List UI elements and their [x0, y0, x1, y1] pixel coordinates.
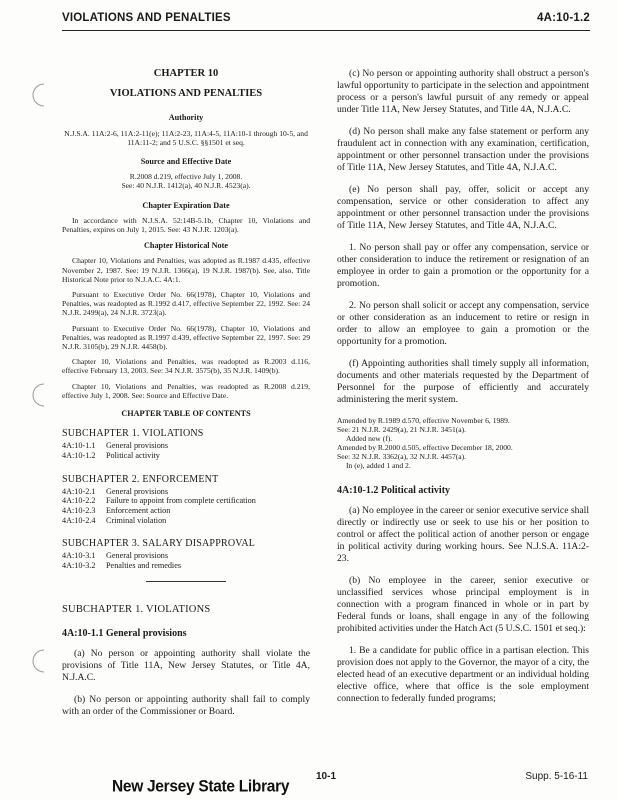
toc-subchapter: [62, 538, 310, 570]
toc-entry-label: Enforcement action: [106, 506, 171, 516]
toc-subchapter-title: SUBCHAPTER 1. VIOLATIONS: [62, 428, 204, 440]
rule-paragraph: (a) No person or appointing authority shall violate the provisions of Title 11A, New Jersey Statutes, or Title 4A, N.J.A.C.: [62, 648, 310, 684]
rule-paragraph: (f) Appointing authorities shall timely supply all information, documents and other materials requested by the Department of Personnel for the purpose of efficiently and accurately administering the merit system.: [337, 358, 589, 405]
toc-entry-number: 4A:10-1.2: [62, 451, 96, 461]
toc-entry-label: Failure to appoint from complete certification: [106, 496, 256, 506]
header-rule: [62, 30, 590, 31]
rule-paragraph: (c) No person or appointing authority shall obstruct a person's lawful opportunity to participate in the selection and appointment process or a person's lawful pursuit of any remedy or appeal under Title 11A, New Jersey Statutes, and Title 4A, N.J.A.C.: [337, 68, 589, 115]
toc-subchapter-title: SUBCHAPTER 2. ENFORCEMENT: [62, 473, 219, 485]
toc-entry-number: 4A:10-2.3: [62, 506, 96, 516]
rule-paragraph: (d) No person shall make any false statement or perform any fraudulent act in connection with any examination, certification, appointment or other personnel transaction under the provisions of Title 11A, New Jersey Statutes, and Title 4A, N.J.A.C.: [337, 126, 589, 173]
header-section-number: 4A:10-1.2: [537, 12, 590, 24]
toc-entry-number: 4A:10-2.2: [62, 496, 96, 506]
history-note: Pursuant to Executive Order No. 66(1978), Chapter 10, Violations and Penalties, was readopted as R.1997 d.439, effective September 22, 1997. See: 29 N.J.R. 3105(b), 29 N.J.R. 4458(b).: [62, 323, 310, 352]
source-line: R.2008 d.219, effective July 1, 2008.: [129, 172, 243, 182]
expiration-heading: Chapter Expiration Date: [142, 200, 230, 210]
binder-hole-icon: [30, 82, 50, 108]
toc-entry-number: 4A:10-2.1: [62, 486, 96, 496]
toc-heading: CHAPTER TABLE OF CONTENTS: [121, 409, 251, 419]
toc-subchapter-title: SUBCHAPTER 3. SALARY DISAPPROVAL: [62, 538, 256, 550]
chapter-title: VIOLATIONS AND PENALTIES: [109, 88, 263, 100]
binder-hole-icon: [30, 648, 50, 674]
toc-entry-number: 4A:10-3.2: [62, 561, 96, 571]
amendment-line: In (e), added 1 and 2.: [346, 461, 411, 471]
amendment-line: See: 32 N.J.R. 3362(a), 32 N.J.R. 4457(a).: [337, 452, 467, 462]
toc-entry-label: General provisions: [106, 441, 169, 451]
source-line: See: 40 N.J.R. 1412(a), 40 N.J.R. 4523(a).: [121, 181, 251, 191]
toc-entry-number: 4A:10-1.1: [62, 441, 96, 451]
section-heading: 4A:10-1.1 General provisions: [62, 627, 187, 639]
toc-entry[interactable]: [62, 516, 310, 526]
left-column: [62, 68, 310, 728]
toc-entry[interactable]: [62, 561, 310, 571]
toc-entry[interactable]: [62, 441, 310, 451]
section-heading: 4A:10-1.2 Political activity: [337, 484, 451, 496]
toc-entry[interactable]: [62, 551, 310, 561]
source-text: [62, 172, 310, 190]
amendment-line: Amended by R.2000 d.505, effective December 18, 2000.: [337, 443, 513, 453]
rule-paragraph: (e) No person shall pay, offer, solicit or accept any compensation, service or other consideration to affect any appointment or other personnel transaction under the provisions of Title 11A, New Jersey Statutes, and Title 4A, N.J.A.C.: [337, 184, 589, 231]
toc-entry-label: Political activity: [106, 451, 160, 461]
history-note: Chapter 10, Violations and Penalties, was readopted as R.2003 d.116, effective February 13, 2003. See: 34 N.J.R. 3575(b), 35 N.J.R. 1409(b).: [62, 357, 310, 376]
page-number: 10-1: [316, 771, 337, 782]
rule-paragraph: (a) No employee in the career or senior executive service shall directly or indirectly use or seek to use his or her position to control or affect the political action of another person or engage in political activity during working hours. See N.J.S.A. 11A:2-23.: [337, 504, 589, 564]
library-stamp: New Jersey State Library: [112, 777, 290, 796]
expiration-text: In accordance with N.J.S.A. 52:14B-5.1b, Chapter 10, Violations and Penalties, expires on July 1, 2015. See: 43 N.J.R. 1203(a).: [62, 215, 310, 235]
chapter-number: CHAPTER 10: [153, 68, 219, 79]
rule-paragraph: (b) No person or appointing authority shall fail to comply with an order of the Commissioner or Board.: [62, 694, 310, 718]
section-divider: [146, 581, 226, 582]
header-title: VIOLATIONS AND PENALTIES: [62, 12, 231, 24]
toc-entry[interactable]: [62, 506, 310, 516]
toc-entry-number: 4A:10-2.4: [62, 515, 96, 525]
history-heading: Chapter Historical Note: [144, 241, 228, 251]
right-column: [337, 68, 589, 715]
amendment-note: [337, 416, 589, 471]
authority-heading: Authority: [168, 113, 204, 123]
history-note: Chapter 10, Violations and Penalties, was adopted as R.1987 d.435, effective November 2, 1987. See: 19 N.J.R. 1366(a), 19 N.J.R. 1987(b). See, also, Title Historical Note prior to N.J.A.C. 4A:1.: [62, 256, 310, 284]
amendment-line: See: 21 N.J.R. 2429(a), 21 N.J.R. 3451(a).: [337, 425, 467, 435]
running-header: [62, 12, 590, 30]
source-heading: Source and Effective Date: [140, 157, 232, 167]
toc-entry[interactable]: [62, 487, 310, 497]
toc-entry[interactable]: [62, 496, 310, 506]
binder-hole-icon: [30, 382, 50, 408]
subchapter-heading: SUBCHAPTER 1. VIOLATIONS: [62, 603, 211, 615]
toc-entry-label: Penalties and remedies: [106, 561, 182, 571]
toc-entry-number: 4A:10-3.1: [62, 551, 96, 561]
toc-entry-label: Criminal violation: [106, 515, 167, 525]
supplement-date: Supp. 5-16-11: [525, 771, 588, 782]
amendment-line: Added new (f).: [346, 434, 393, 444]
toc-subchapter: [62, 474, 310, 526]
history-note: Chapter 10, Violations and Penalties, was readopted as R.2008 d.219, effective July 1, 2008. See: Source and Effective Date.: [62, 381, 310, 400]
toc-entry-label: General provisions: [106, 486, 169, 496]
amendment-line: Amended by R.1989 d.570, effective November 6, 1989.: [337, 416, 510, 425]
history-note: Pursuant to Executive Order No. 66(1978), Chapter 10, Violations and Penalties, was readopted as R.1992 d.417, effective September 22, 1992. See: 24 N.J.R. 2499(a), 24 N.J.R. 3723(a).: [62, 290, 310, 318]
authority-text: N.J.S.A. 11A:2-6, 11A:2-11(e); 11A:2-23, 11A:4-5, 11A:10-1 through 10-5, and 11A:11-2; and 5 U.S.C. §§1501 et seq.: [64, 128, 308, 147]
toc-subchapter: [62, 428, 310, 460]
toc-entry[interactable]: [62, 451, 310, 461]
rule-paragraph: (b) No employee in the career, senior executive or unclassified services whose principal employment is in connection with a program financed in whole or in part by Federal funds or loans, shall engage in any of the following prohibited activities under the Hatch Act (5 U.S.C. 1501 et seq.):: [337, 574, 589, 634]
toc-entry-label: General provisions: [106, 551, 169, 561]
rule-paragraph: 2. No person shall solicit or accept any compensation, service or other consideration as an inducement to retire or resign in order to allow an employee to gain a promotion or the opportunity for a promotion.: [337, 300, 589, 347]
rule-paragraph: 1. No person shall pay or offer any compensation, service or other consideration to induce the retirement or resignation of an employee in order to gain a promotion or the opportunity for a promotion.: [337, 242, 589, 289]
rule-paragraph: 1. Be a candidate for public office in a partisan election. This provision does not apply to the Governor, the mayor of a city, the elected head of an executive department or an individual holding elective office, where that office is the sole employment connection to federally funded programs;: [337, 644, 589, 704]
